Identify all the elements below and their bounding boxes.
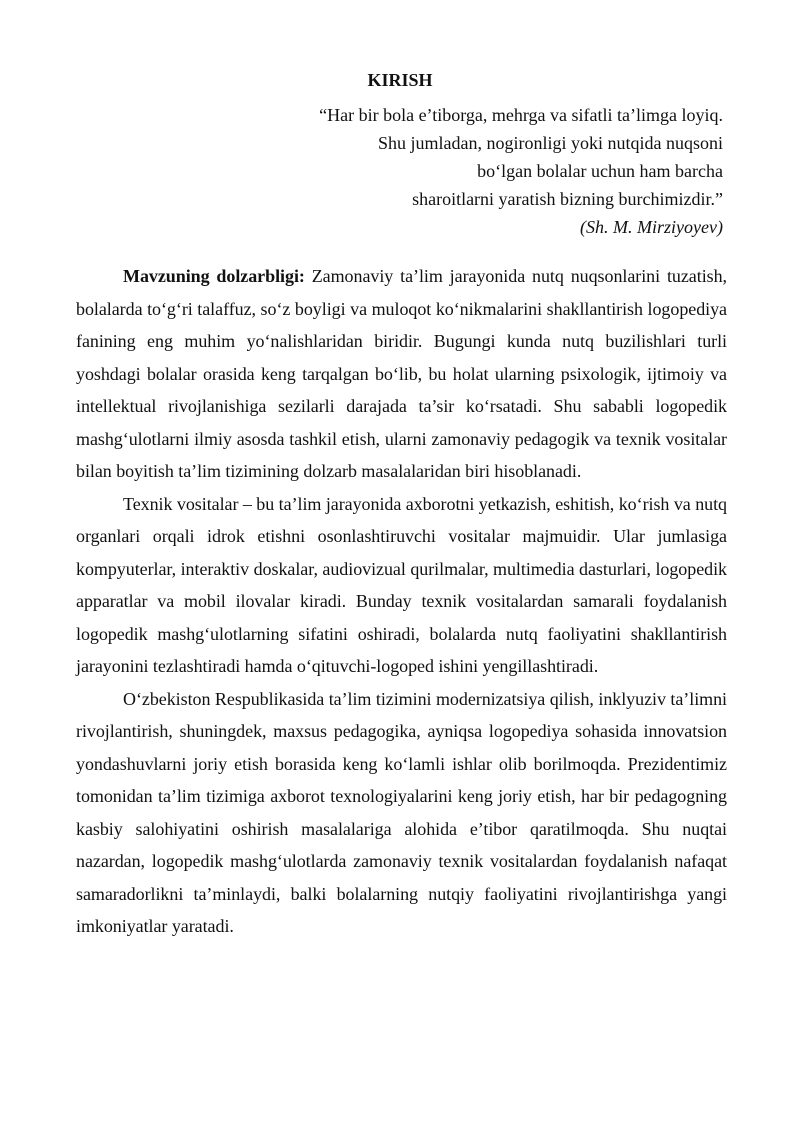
paragraph-uzbekistan-reforms — [76, 683, 727, 943]
paragraph-lead: Mavzuning dolzarbligi: — [123, 266, 305, 286]
paragraph-technical-tools — [76, 488, 727, 683]
paragraph-text: Zamonaviy ta’lim jarayonida nutq nuqsonlarini tuzatish, bolalarda to‘g‘ri talaffuz, so‘z boyligi va muloqot ko‘nikmalarini shakllantirish logopediya fanining eng muhim yo‘nalishlaridan biridir. Bugungi kunda nutq buzilishlari turli yoshdagi bolalar orasida keng tarqalgan bo‘lib, bu holat ularning psixologik, ijtimoiy va intellektual rivojlanishiga sezilarli darajada ta’sir ko‘rsatadi. Shu sababli logopedik mashg‘ulotlarni ilmiy asosda tashkil etish, ularni zamonaviy pedagogik va texnik vositalar bilan boyitish ta’lim tizimining dolzarb masalalaridan biri hisoblanadi. — [76, 266, 727, 481]
body-text — [76, 260, 727, 943]
epigraph-line: bo‘lgan bolalar uchun ham barcha — [477, 161, 723, 181]
epigraph-line: sharoitlarni yaratish bizning burchimizdir.” — [412, 189, 723, 209]
epigraph-line: “Har bir bola e’tiborga, mehrga va sifatli ta’limga loyiq. — [319, 105, 723, 125]
paragraph-text: O‘zbekiston Respublikasida ta’lim tizimini modernizatsiya qilish, inklyuziv ta’limni rivojlantirish, shuningdek, maxsus pedagogika, ayniqsa logopediya sohasida innovatsion yondashuvlarni joriy etish borasida keng ko‘lamli ishlar olib borilmoqda. Prezidentimiz tomonidan ta’lim tizimiga axborot texnologiyalarini keng joriy etish, har bir pedagogning kasbiy salohiyatini oshirish masalalariga alohida e’tibor qaratilmoqda. Shu nuqtai nazardan, logopedik mashg‘ulotlarda zamonaviy texnik vositalardan foydalanish nafaqat samaradorlikni ta’minlaydi, balki bolalarning nutqiy faoliyatini rivojlantirishga yangi imkoniyatlar yaratadi. — [76, 688, 727, 936]
epigraph-quote — [319, 101, 723, 241]
epigraph-line: Shu jumladan, nogironligi yoki nutqida nuqsoni — [378, 133, 723, 153]
epigraph-author: (Sh. M. Mirziyoyev) — [580, 217, 723, 237]
section-title: KIRISH — [367, 70, 433, 90]
paragraph-text: Texnik vositalar – bu ta’lim jarayonida axborotni yetkazish, eshitish, ko‘rish va nutq organlari orqali idrok etishni osonlashtiruvchi vositalar majmuidir. Ular jumlasiga kompyuterlar, interaktiv doskalar, audiovizual qurilmalar, multimedia dasturlari, logopedik apparatlar va mobil ilovalar kiradi. Bunday texnik vositalardan samarali foydalanish logopedik mashg‘ulotlarning sifatini oshiradi, bolalarda nutq faoliyatini shakllantirish jarayonini tezlashtiradi hamda o‘qituvchi-logoped ishini yengillashtiradi. — [76, 493, 727, 676]
paragraph-relevance — [76, 260, 727, 488]
